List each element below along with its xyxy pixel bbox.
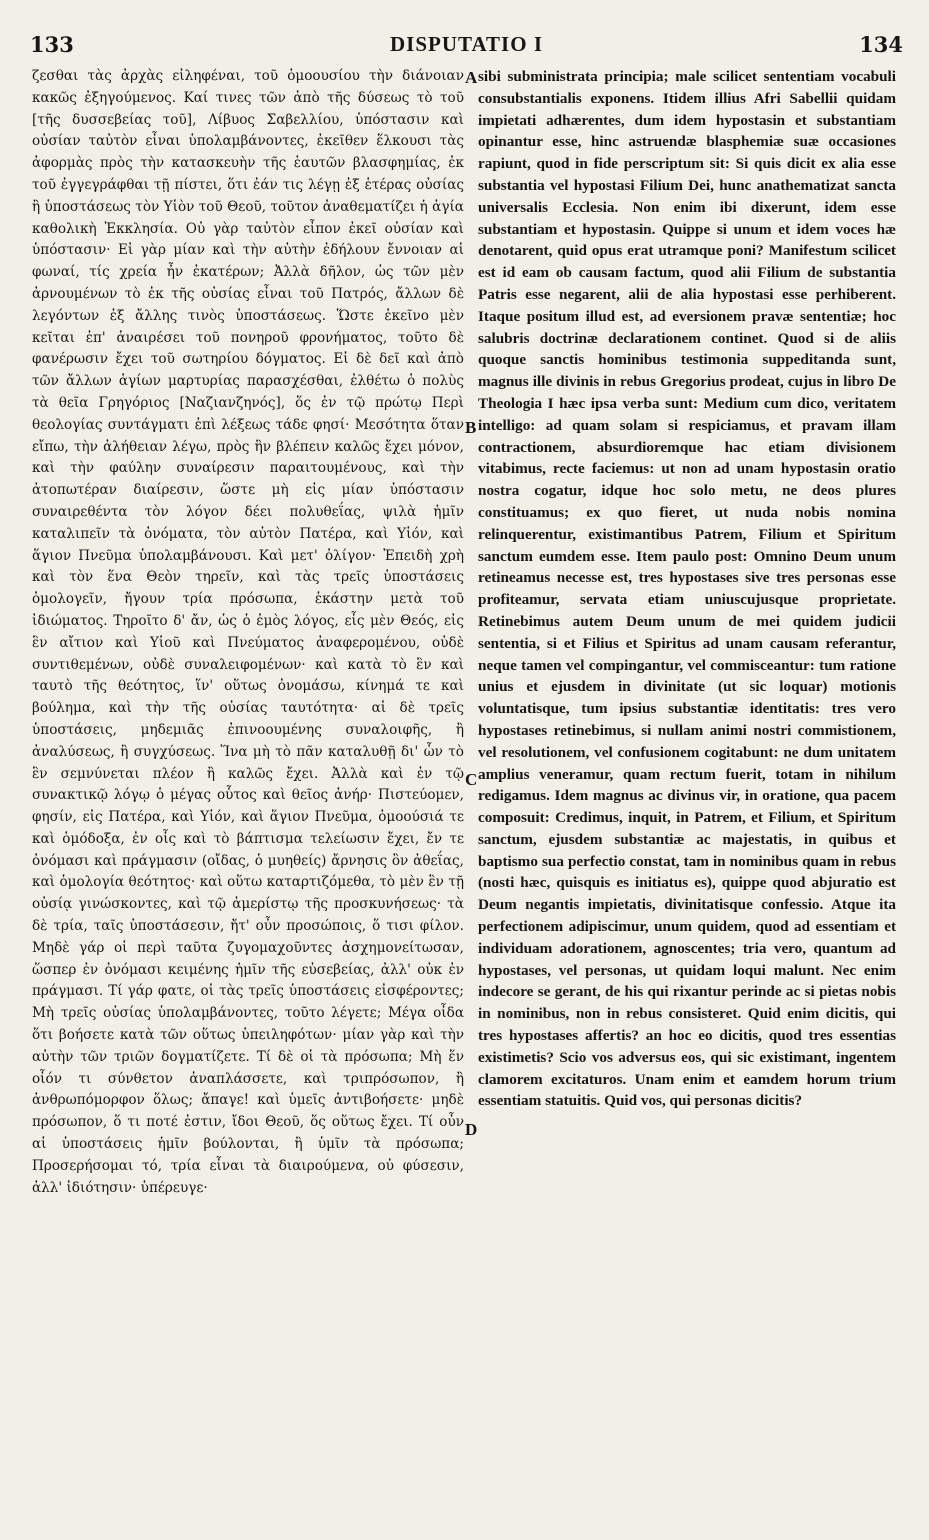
latin-text: sibi subministrata principia; male scilicet sententiam vocabuli consubstantialis exponens. Itidem illius Afri Sabellii quidam impietati adhærentes, dum idem hypostasin et substantiam opinantur esse, hinc astruendæ blasphemiæ suæ occasiones rapiunt, quod in fide perscriptum sit: Si quis dicit ex alia esse substantia vel hypostasi Filium Dei, hunc anathematizat sancta universalis Ecclesia. Non enim ibi dixerunt, idem esse substantiam et hypostasin. Quippe si unum et idem voces hæ denotarent, quid opus erat utramque poni? Manifestum scilicet est id eam ob causam factum, quod alii Filium de substantia Patris esse negarent, alii de alia hypostasi esse perhiberent. Itaque positum illud est, ad eversionem pravæ sententiæ; hoc salubris doctrinæ declarationem continet. Quod si de aliis quoque sanctis hominibus testimonia suppeditanda sunt, magnus ille divinis in rebus Gregorius prodeat, cujus in libro De Theologia I hæc ipsa verba sunt: Medium cum dico, veritatem intelligo: ad quam solam si respiciamus, et pravam illam contractionem, absurdioremque hac etiam divisionem vitabimus, recte faciemus: ut non ad unam hypostasin oratio nostra cogatur, idque hoc solo metu, ne deos plures constituamus; ex quo fieret, ut nuda nobis nomina relinquerentur, existimantibus Patrem, Filium et Spiritum sanctum eumdem esse. Item paulo post: Omnino Deum unum retineamus necesse est, tres hypostases sive tres personas esse profiteamur, servata etiam uniuscujusque proprietate. Retinebimus autem Deum unum de mei quidem judicii sententia, si et Filius et Spiritus ad unam causam referantur, neque tamen vel compingantur, vel commisceantur: tum ratione unius et ejusdem in divinitate (ut sic loquar) motionis voluntatisque, tum ipsius substantiæ identitatis: tres vero hypostases retinebimus, si nullam animi nostri commistionem, vel resolutionem, vel confusionem cogitabunt: ne dum unitatem amplius veneramur, quam rectum fuerit, totam in nihilum redigamus. Idem magnus ac divinus vir, in oratione, qua pacem composuit: Credimus, inquit, in Patrem, et Filium, et Spiritum sanctum, ejusdem substantiæ ac majestatis, in quibus et baptismo sua perfectio constat, tam in nominibus quam in rebus (nosti hæc, quisquis es initiatus es), quippe quod abjuratio est Deum negantis impietatis, divinitatisque confessio. Atque ita perfectionem adipiscimur, unum quidem, quod ad essentiam et individuam adorationem, agnoscentes; tria vero, quantum ad hypostases, vel personas, ut quidam loqui malunt. Nec enim indecore se gerant, de his qui rixantur perinde ac si pietas nobis in nominibus, non in rebus consisteret. Quid enim dicitis, qui tres hypostases affertis? an hoc eo dicitis, quod tres essentias existimetis? Scio vos adversus eos, qui sic existimant, ingentem clamorem excitaturos. Unam enim et eamdem horum trium essentiam statuitis. Quid vos, qui personas dicitis? (478, 68, 896, 1110)
page-header (30, 32, 903, 58)
section-marker-b: B (465, 418, 477, 437)
section-marker-a: A (465, 68, 478, 87)
left-page-number: 133 (30, 32, 74, 57)
section-marker-c: C (465, 770, 478, 789)
section-marker-d: D (465, 1120, 478, 1139)
greek-text: ζεσθαι τὰς ἀρχὰς εἰληφέναι, τοῦ ὁμοουσίου τὴν διάνοιαν κακῶς ἐξηγούμενος. Καί τινες τῶν ἀπὸ τῆς δύσεως τὸ τοῦ [τῆς δυσσεβείας τοῦ], Λίβυος Σαβελλίου, ὑπόστασιν καὶ οὐσίαν ταὐτὸν εἶναι ὑπολαμβάνοντες, ἐκεῖθεν ἕλκουσι τὰς ἀφορμὰς πρὸς τὴν κατασκευὴν τῆς ἑαυτῶν βλασφημίας, ἐκ τοῦ ἐγγεγράφθαι τῇ πίστει, ὅτι ἐάν τις λέγῃ ἐξ ἑτέρας οὐσίας ἢ ὑποστάσεως τὸν Υἱὸν τοῦ Θεοῦ, τοῦτον ἀναθεματίζει ἡ ἁγία καθολικὴ Ἐκκλησία. Οὐ γὰρ ταὐτὸν εἶπον ἐκεῖ οὐσίαν καὶ ὑπόστασιν· Εἰ γὰρ μίαν καὶ τὴν αὐτὴν ἐδήλουν ἔννοιαν αἱ φωναί, τίς χρεία ἦν ἑκατέρων; Ἀλλὰ δῆλον, ὡς τῶν μὲν ἀρνουμένων τὸ ἐκ τῆς οὐσίας εἶναι τοῦ Πατρός, ἄλλων δὲ λεγόντων ἐξ ἄλλης τινὸς ὑποστάσεως. Ὥστε ἐκεῖνο μὲν κεῖται ἐπ' ἀναιρέσει τοῦ πονηροῦ φρονήματος, τοῦτο δὲ φανέρωσιν ἔχει τοῦ σωτηρίου δόγματος. Εἰ δὲ δεῖ καὶ ἀπὸ τῶν ἄλλων ἁγίων μαρτυρίας παρασχέσθαι, ἐλθέτω ὁ πολὺς τὰ θεῖα Γρηγόριος [Ναζιανζηνός], ὅς ἐν τῷ πρώτῳ Περὶ θεολογίας συντάγματι ἐπὶ λέξεως τάδε φησί· Μεσότητα ὅταν εἴπω, τὴν ἀλήθειαν λέγω, πρὸς ἣν βλέπειν καλῶς ἔχει μόνον, καὶ τὴν φαύλην συναίρεσιν παραιτουμένους, καὶ τὴν ἀτοπωτέραν διαίρεσιν, ὥστε μὴ εἰς μίαν ὑπόστασιν συναιρεθέντα τὸν λόγον δέει πολυθεΐας, ψιλὰ ἡμῖν καταλιπεῖν τὰ ὀνόματα, τὸν αὐτὸν Πατέρα, καὶ Υἱόν, καὶ ἅγιον Πνεῦμα ὑπολαμβάνουσι. Καὶ μετ' ὀλίγον· Ἐπειδὴ χρὴ καὶ τὸν ἕνα Θεὸν τηρεῖν, καὶ τὰς τρεῖς ὑποστάσεις ὁμολογεῖν, ἤγουν τρία πρόσωπα, ἑκάστην μετὰ τοῦ ἰδιώματος. Τηροῖτο δ' ἄν, ὡς ὁ ἐμὸς λόγος, εἷς μὲν Θεός, εἰς ἓν αἴτιον καὶ Υἱοῦ καὶ Πνεύματος ἀναφερομένου, οὐδὲ συντιθεμένων, οὐδὲ συναλειφομένων· καὶ κατὰ τὸ ἓν καὶ ταυτὸ τῆς θεότητος, ἵν' οὕτως ὀνομάσω, κίνημά τε καὶ βούλημα, καὶ τὴν τῆς οὐσίας ταυτότητα· αἱ δὲ τρεῖς ὑποστάσεις, μηδεμιᾶς ἐπινοουμένης συναλοιφῆς, ἢ ἀναλύσεως, ἢ συγχύσεως. Ἵνα μὴ τὸ πᾶν καταλυθῇ δι' ὧν τὸ ἓν σεμνύνεται πλέον ἢ καλῶς ἔχει. Ἀλλὰ καὶ ἐν τῷ συνακτικῷ λόγῳ ὁ μέγας οὗτος καὶ θεῖος ἀνήρ· Πιστεύομεν, φησίν, εἰς Πατέρα, καὶ Υἱόν, καὶ ἅγιον Πνεῦμα, ὁμοούσιά τε καὶ ὁμόδοξα, ἐν οἷς καὶ τὸ βάπτισμα τελείωσιν ἔχει, ἔν τε ὀνόμασι καὶ πράγμασιν (οἴδας, ὁ μυηθείς) ἄρνησις ὂν ἀθεΐας, καὶ ὁμολογία θεότητος· καὶ οὕτω καταρτιζόμεθα, τὸ μὲν ἓν τῇ οὐσίᾳ γινώσκοντες, καὶ τῷ ἀμερίστῳ τῆς προσκυνήσεως· τὰ δὲ τρία, ταῖς ὑποστάσεσιν, ἤτ' οὖν προσώποις, ὅ τισι φίλον. Μηδὲ γάρ οἱ περὶ ταῦτα ζυγομαχοῦντες ἀσχημονείτωσαν, ὥσπερ ἐν ὀνόμασι κειμένης ἡμῖν τῆς εὐσεβείας, ἀλλ' οὐκ ἐν πράγμασι. Τί γάρ φατε, οἱ τὰς τρεῖς ὑποστάσεις εἰσφέροντες; Μὴ τρεῖς οὐσίας ὑπολαμβάνοντες, τοῦτο λέγετε; Μέγα οἶδα ὅτι βοήσετε κατὰ τῶν οὕτως ὑπειληφότων· μίαν γὰρ καὶ τὴν αὐτὴν τῶν τριῶν δογματίζετε. Τί δὲ οἱ τὰ πρόσωπα; Μὴ ἕν οἷόν τι σύνθετον ἀναπλάσσετε, καὶ τριπρόσωπον, ἢ ἀνθρωπόμορφον ὅλως; ἄπαγε! καὶ ὑμεῖς ἀντιβοήσετε· μηδὲ πρόσωπον, ὅ τι ποτέ ἐστιν, ἴδοι Θεοῦ, ὅς οὕτως ἔχει. Τί οὖν αἱ ὑποστάσεις ἡμῖν βούλονται, ἢ ὑμῖν τὰ πρόσωπα; Προσερήσομαι τό, τρία εἶναι τὰ διαιρούμενα, οὐ φύσεσιν, ἀλλ' ἰδιότησιν· ὑπέρευγε· (32, 68, 464, 1196)
running-title: DISPUTATIO I (389, 32, 543, 56)
latin-column (478, 66, 896, 1536)
right-page-number: 134 (859, 32, 903, 57)
greek-column (32, 66, 464, 1536)
